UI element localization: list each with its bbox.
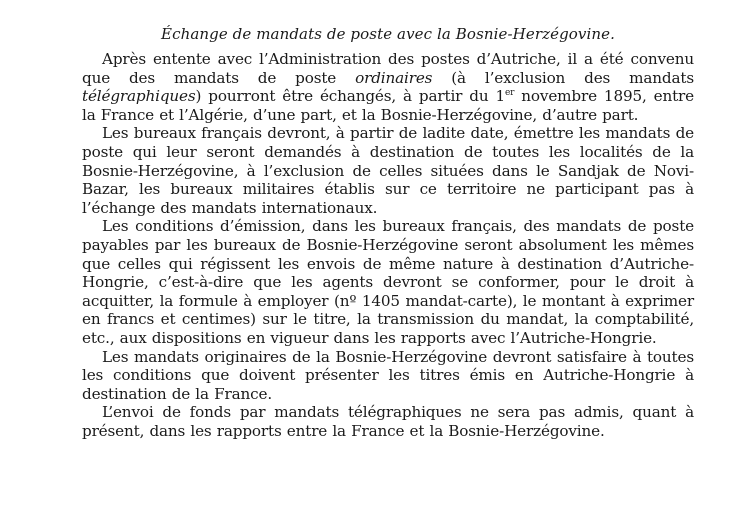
paragraph-5 <box>82 403 694 440</box>
paragraph-text-segment: télégraphiques <box>82 87 196 106</box>
paragraph-4 <box>82 348 694 404</box>
paragraph-text-segment: ) pourront être échangés, à partir du 1 <box>195 87 505 106</box>
paragraph-text-segment: Après entente avec l’Administration des postes d’Autriche, il a été convenu que des mandats de poste <box>82 50 694 87</box>
paragraph-text-segment: ordinaires <box>355 68 433 87</box>
paragraph-text-segment: er <box>504 88 515 99</box>
paragraph-3 <box>82 217 694 347</box>
paragraph-1 <box>82 50 694 124</box>
paragraph-2 <box>82 124 694 217</box>
paragraph-text-segment: Les mandats originaires de la Bosnie-Herzégovine devront satisfaire à toutes les conditions que doivent présenter les titres émis en Autriche-Hongrie à destination de la France. <box>82 347 694 403</box>
paragraph-text-segment: Les conditions d’émission, dans les bureaux français, des mandats de poste payables par les bureaux de Bosnie-Herzégovine seront absolument les mêmes que celles qui régissent les envois de même nature à destination d’Autriche-Hongrie, c’est-à-dire que les agents devront se conformer, pour le droit à acquitter, la formule à employer (nº 1405 mandat-carte), le montant à exprimer en francs et centimes) sur le titre, la transmission du mandat, la comptabilité, etc., aux dispositions en vigueur dans les rapports avec l’Autriche-Hongrie. <box>82 217 694 347</box>
document-title: Échange de mandats de poste avec la Bosnie-Herzégovine. <box>161 25 615 43</box>
paragraph-text-segment: novembre 1895, entre la France et l’Algérie, d’une part, et la Bosnie-Herzégovine, d’autre part. <box>82 87 695 124</box>
paragraph-text-segment: Les bureaux français devront, à partir de ladite date, émettre les mandats de poste qui leur seront demandés à destination de toutes les localités de la Bosnie-Herzégovine, à l’exclusion de celles situées dans le Sandjak de Novi-Bazar, les bureaux militaires établis sur ce territoire ne participant pas à l’échange des mandats internationaux. <box>82 124 694 217</box>
paragraph-text-segment: L’envoi de fonds par mandats télégraphiques ne sera pas admis, quant à présent, dans les rapports entre la France et la Bosnie-Herzégovine. <box>82 403 694 440</box>
document-body <box>82 50 694 440</box>
document-page <box>82 24 694 440</box>
paragraph-text-segment: (à l’exclusion des mandats <box>432 68 694 87</box>
